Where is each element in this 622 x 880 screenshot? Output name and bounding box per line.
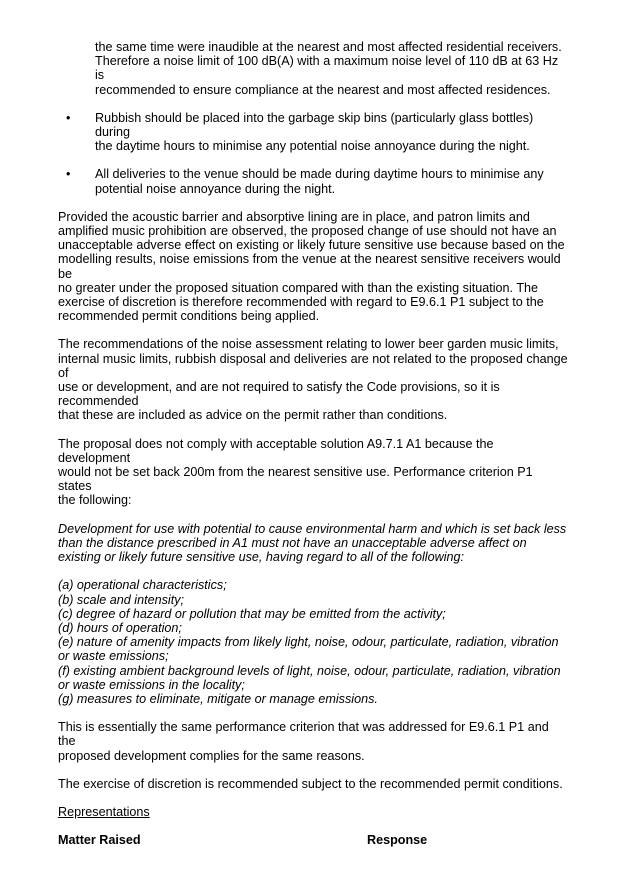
paragraph-acoustic-barrier: Provided the acoustic barrier and absorptive lining are in place, and patron limits and amplified music prohibition are observed, the proposed change of use should not have an unacceptable adverse effect on existing or likely future sensitive use because based on the modelling results, noise emissions from the venue at the nearest sensitive receivers would be no greater under the proposed situation compared with than the existing situation. The exercise of discretion is therefore recommended with regard to E9.6.1 P1 subject to the recommended permit conditions being applied. <box>58 209 565 324</box>
table-header-row <box>58 833 568 848</box>
paragraph-same-criterion: This is essentially the same performance criterion that was addressed for E9.6.1 P1 and the proposed development complies for the same reasons. <box>58 720 549 763</box>
bullet-dot: • <box>66 167 71 182</box>
representations-heading: Representations <box>58 804 150 819</box>
document-page <box>58 40 568 848</box>
bullet-item: • Rubbish should be placed into the garbage skip bins (particularly glass bottles) during the daytime hours to minimise any potential noise annoyance during the night. <box>66 110 534 154</box>
performance-criterion-list: (a) operational characteristics; (b) scale and intensity; (c) degree of hazard or pollution that may be emitted from the activity; (d) hours of operation; (e) nature of amenity impacts from likely light, noise, odour, particulate, radiation, vibration or waste emissions; (f) existing ambient background levels of light, noise, odour, particulate, radiation, vibration or waste emissions in the locality; (g) measures to eliminate, mitigate or manage emissions. <box>58 578 561 706</box>
matter-raised-header: Matter Raised <box>58 833 141 848</box>
bullet-item: • All deliveries to the venue should be made during daytime hours to minimise any potential noise annoyance during the night. <box>66 167 544 196</box>
bullet-dot: • <box>66 110 71 125</box>
paragraph-noise-recommendations: The recommendations of the noise assessment relating to lower beer garden music limits, internal music limits, rubbish disposal and deliveries are not related to the proposed change of use or development, and are not required to satisfy the Code provisions, so it is recommended that these are included as advice on the permit rather than conditions. <box>58 337 568 423</box>
performance-criterion-intro: Development for use with potential to cause environmental harm and which is set back less than the distance prescribed in A1 must not have an unacceptable adverse affect on existing or likely future sensitive use, having regard to all of the following: <box>58 521 567 565</box>
paragraph-acceptable-solution: The proposal does not comply with acceptable solution A9.7.1 A1 because the development would not be set back 200m from the nearest sensitive use. Performance criterion P1 states the following: <box>58 436 533 508</box>
paragraph-discretion: The exercise of discretion is recommended subject to the recommended permit conditions. <box>58 776 563 791</box>
response-header: Response <box>367 833 428 848</box>
continued-paragraph: the same time were inaudible at the nearest and most affected residential receivers. Therefore a noise limit of 100 dB(A) with a maximum noise level of 110 dB at 63 Hz is recommended to ensure compliance at the nearest and most affected residences. <box>95 40 562 97</box>
